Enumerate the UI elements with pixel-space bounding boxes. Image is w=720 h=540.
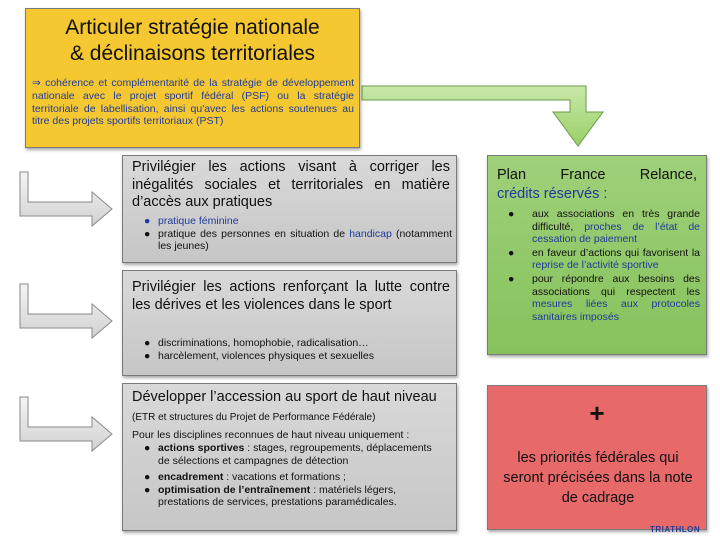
bullet-icon: ● [144, 337, 151, 349]
implies-arrow-icon: ⇒ [32, 77, 41, 89]
bullet-icon: ● [144, 471, 151, 484]
violence-list [132, 337, 452, 362]
national-strategy-box [25, 8, 360, 148]
bullet-icon: ● [144, 483, 151, 496]
inequalities-heading: Privilégier les actions visant à corriger les inégalités sociales et territoriales en matière d’accès aux pratiques [132, 159, 450, 210]
bullet-icon: ● [144, 215, 151, 227]
inequalities-priority-box [122, 155, 457, 263]
federal-priorities-box [487, 385, 707, 530]
title-line-2: & déclinaisons territoriales [69, 42, 316, 65]
list-item: ● harcèlement, violences physiques et sexuelles [144, 349, 374, 362]
list-item: ● discriminations, homophobie, radicalisation… [144, 337, 369, 349]
france-relance-list [504, 208, 700, 323]
high-level-heading: Développer l’accession au sport de haut niveau (ETR et structures du Projet de Performance Fédérale) [132, 389, 437, 423]
bullet-icon: ● [144, 349, 151, 362]
list-item: ● pratique féminine [144, 215, 239, 227]
france-relance-title: Plan France Relance, [497, 167, 697, 183]
france-relance-box [487, 155, 707, 355]
inequalities-list [132, 215, 452, 253]
national-strategy-title [26, 15, 359, 67]
elbow-arrow-1-icon [20, 172, 112, 226]
list-item: ● en faveur d’actions qui favorisent la reprise de l’activité sportive [508, 246, 700, 272]
violence-priority-box [122, 270, 457, 376]
france-relance-subtitle: crédits réservés : [497, 186, 608, 202]
violence-heading: Privilégier les actions renforçant la lutte contre les dérives et les violences dans le sport [132, 279, 450, 313]
national-strategy-description [32, 77, 354, 128]
high-level-intro: Pour les disciplines reconnues de haut niveau uniquement : [132, 429, 410, 441]
title-line-1: Articuler stratégie nationale [65, 16, 320, 39]
triathlon-watermark: TRIATHLON [650, 525, 701, 534]
list-item: ● pour répondre aux besoins des associations qui respectent les mesures liées aux protocoles sanitaires imposés [508, 272, 700, 323]
description-text: cohérence et complémentarité de la stratégie de développement nationale avec le projet sportif fédéral (PSF) ou la stratégie territoriale de labellisation, ainsi qu'avec les actions soutenues au titre des projets sportifs territoriaux (PST) [32, 77, 354, 128]
elbow-arrow-2-icon [20, 284, 112, 338]
bullet-icon: ● [508, 246, 515, 259]
bullet-icon: ● [144, 227, 151, 240]
bullet-icon: ● [144, 442, 151, 454]
green-down-arrow-icon [362, 86, 603, 146]
high-level-list [132, 442, 440, 509]
bullet-icon: ● [508, 208, 515, 220]
list-item: ● optimisation de l’entraînement : matériels légers, prestations de services, prestations paramédicales. [144, 483, 397, 509]
list-item: ● actions sportives : stages, regroupements, déplacements de sélections et campagnes de détection [144, 442, 432, 467]
federal-priorities-text: les priorités fédérales qui seront précisées dans la note de cadrage [503, 450, 693, 506]
list-item: ● encadrement : vacations et formations ; [144, 471, 346, 484]
bullet-icon: ● [508, 272, 515, 285]
plus-icon: + [589, 398, 605, 428]
list-item: ● pratique des personnes en situation de handicap (notamment les jeunes) [144, 227, 452, 253]
elbow-arrow-3-icon [20, 397, 112, 451]
high-level-priority-box [122, 383, 457, 531]
list-item: ● aux associations en très grande difficulté, proches de l’état de cessation de paiement [508, 208, 700, 246]
